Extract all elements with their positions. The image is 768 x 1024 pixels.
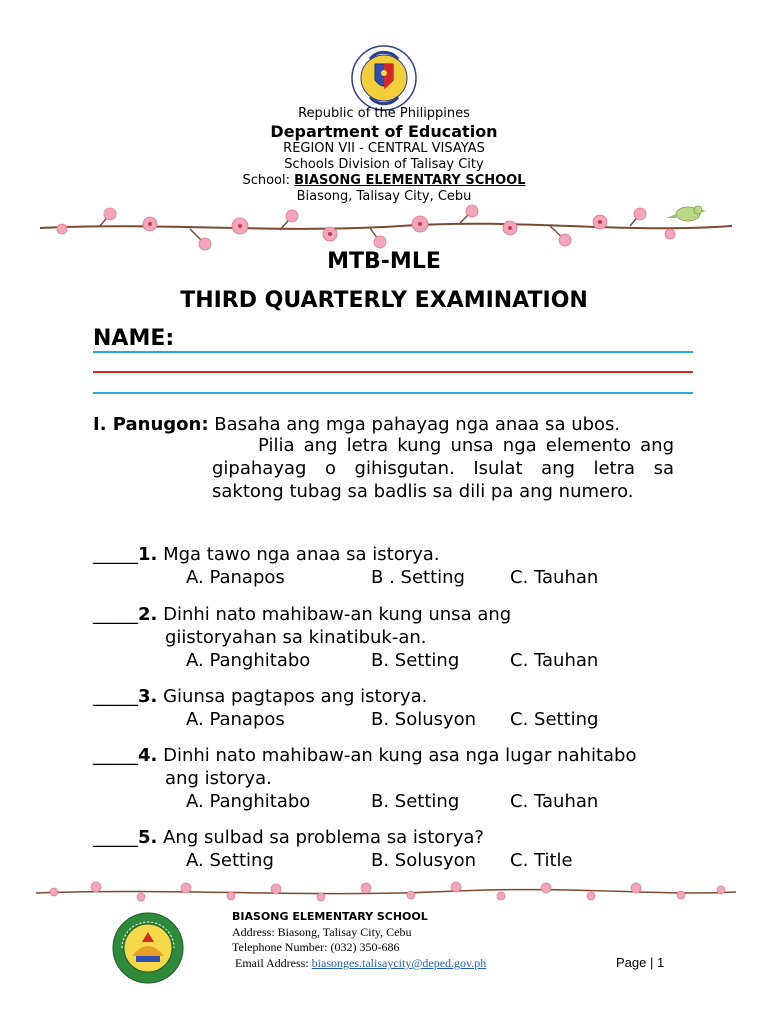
footer-telephone: Telephone Number: (032) 350-686: [232, 940, 400, 954]
biasong-school-logo-icon: [112, 912, 184, 984]
choice-c: C. Title: [510, 850, 573, 871]
question-text-continued: ang istorya.: [165, 768, 272, 789]
choice-a: A. Panghitabo: [186, 650, 311, 671]
footer-school-name: BIASONG ELEMENTARY SCHOOL: [232, 910, 428, 923]
page-separator: |: [650, 955, 654, 970]
cherry-blossom-border-icon: [36, 878, 736, 906]
choice-a: A. Panghitabo: [186, 791, 311, 812]
division-name: Schools Division of Talisay City: [284, 157, 484, 172]
choice-c: C. Setting: [510, 709, 599, 730]
footer-email-label: Email Address:: [235, 956, 312, 970]
choice-b: B. Setting: [371, 791, 460, 812]
question-5: [93, 826, 484, 849]
choice-b: B . Setting: [371, 567, 465, 588]
school-location: Biasong, Talisay City, Cebu: [296, 189, 472, 204]
school-label: School:: [242, 173, 295, 188]
choice-b: B. Solusyon: [371, 850, 477, 871]
choice-a: A. Panapos: [186, 567, 285, 588]
answer-blank: _____: [93, 827, 138, 848]
school-line: [0, 173, 768, 189]
deped-seal-icon: [344, 44, 424, 112]
region-name: REGION VII - CENTRAL VISAYAS: [283, 141, 485, 156]
answer-blank: _____: [93, 604, 138, 625]
instruction-first-line: [93, 413, 620, 436]
school-name: BIASONG ELEMENTARY SCHOOL: [294, 173, 526, 188]
question-text: Dinhi nato mahibaw-an kung asa nga lugar nahitabo: [157, 745, 637, 766]
choice-c: C. Tauhan: [510, 791, 599, 812]
question-4: [93, 744, 636, 767]
question-number: 3.: [138, 686, 158, 707]
footer-email-line: [235, 956, 486, 971]
choice-a: A. Setting: [186, 850, 274, 871]
footer-address: Address: Biasong, Talisay City, Cebu: [232, 925, 412, 939]
question-number: 4.: [138, 745, 158, 766]
question-3: [93, 685, 427, 708]
question-number: 1.: [138, 544, 158, 565]
choice-b: B. Setting: [371, 650, 460, 671]
answer-blank: _____: [93, 745, 138, 766]
footer-email-link[interactable]: biasonges.talisaycity@deped.gov.ph: [311, 956, 487, 970]
choice-a: A. Panapos: [186, 709, 285, 730]
page-indicator: [616, 955, 664, 970]
instruction-label: I. Panugon:: [93, 414, 209, 435]
choice-c: C. Tauhan: [510, 567, 599, 588]
question-text-continued: giistoryahan sa kinatibuk-an.: [165, 627, 427, 648]
name-line-1: [93, 351, 693, 353]
choice-c: C. Tauhan: [510, 650, 599, 671]
name-line-3: [93, 392, 693, 394]
question-2: [93, 603, 511, 626]
question-number: 5.: [138, 827, 158, 848]
name-line-2: [93, 371, 693, 373]
question-text: Mga tawo nga anaa sa istorya.: [157, 544, 440, 565]
department-name: Department of Education: [270, 122, 498, 141]
page-label: Page: [616, 955, 647, 970]
question-number: 2.: [138, 604, 158, 625]
country-name: Republic of the Philippines: [298, 106, 470, 121]
instruction-body: Pilia ang letra kung unsa nga elemento ang gipahayag o gihisgutan. Isulat ang letra sa saktong tubag sa badlis sa dili pa ang numero.: [212, 435, 674, 502]
page-number: 1: [657, 955, 665, 970]
choice-b: B. Solusyon: [371, 709, 477, 730]
bird-icon: [666, 206, 707, 221]
instruction-first-text: Basaha ang mga pahayag nga anaa sa ubos.: [208, 414, 621, 435]
question-1: [93, 543, 440, 566]
answer-blank: _____: [93, 686, 138, 707]
name-label: NAME:: [93, 326, 175, 351]
question-text: Giunsa pagtapos ang istorya.: [157, 686, 428, 707]
answer-blank: _____: [93, 544, 138, 565]
question-text: Ang sulbad sa problema sa istorya?: [157, 827, 484, 848]
cherry-blossom-branch-icon: [40, 204, 732, 254]
exam-subject: MTB-MLE: [327, 249, 441, 274]
exam-title: THIRD QUARTERLY EXAMINATION: [180, 288, 588, 313]
question-text: Dinhi nato mahibaw-an kung unsa ang: [157, 604, 512, 625]
